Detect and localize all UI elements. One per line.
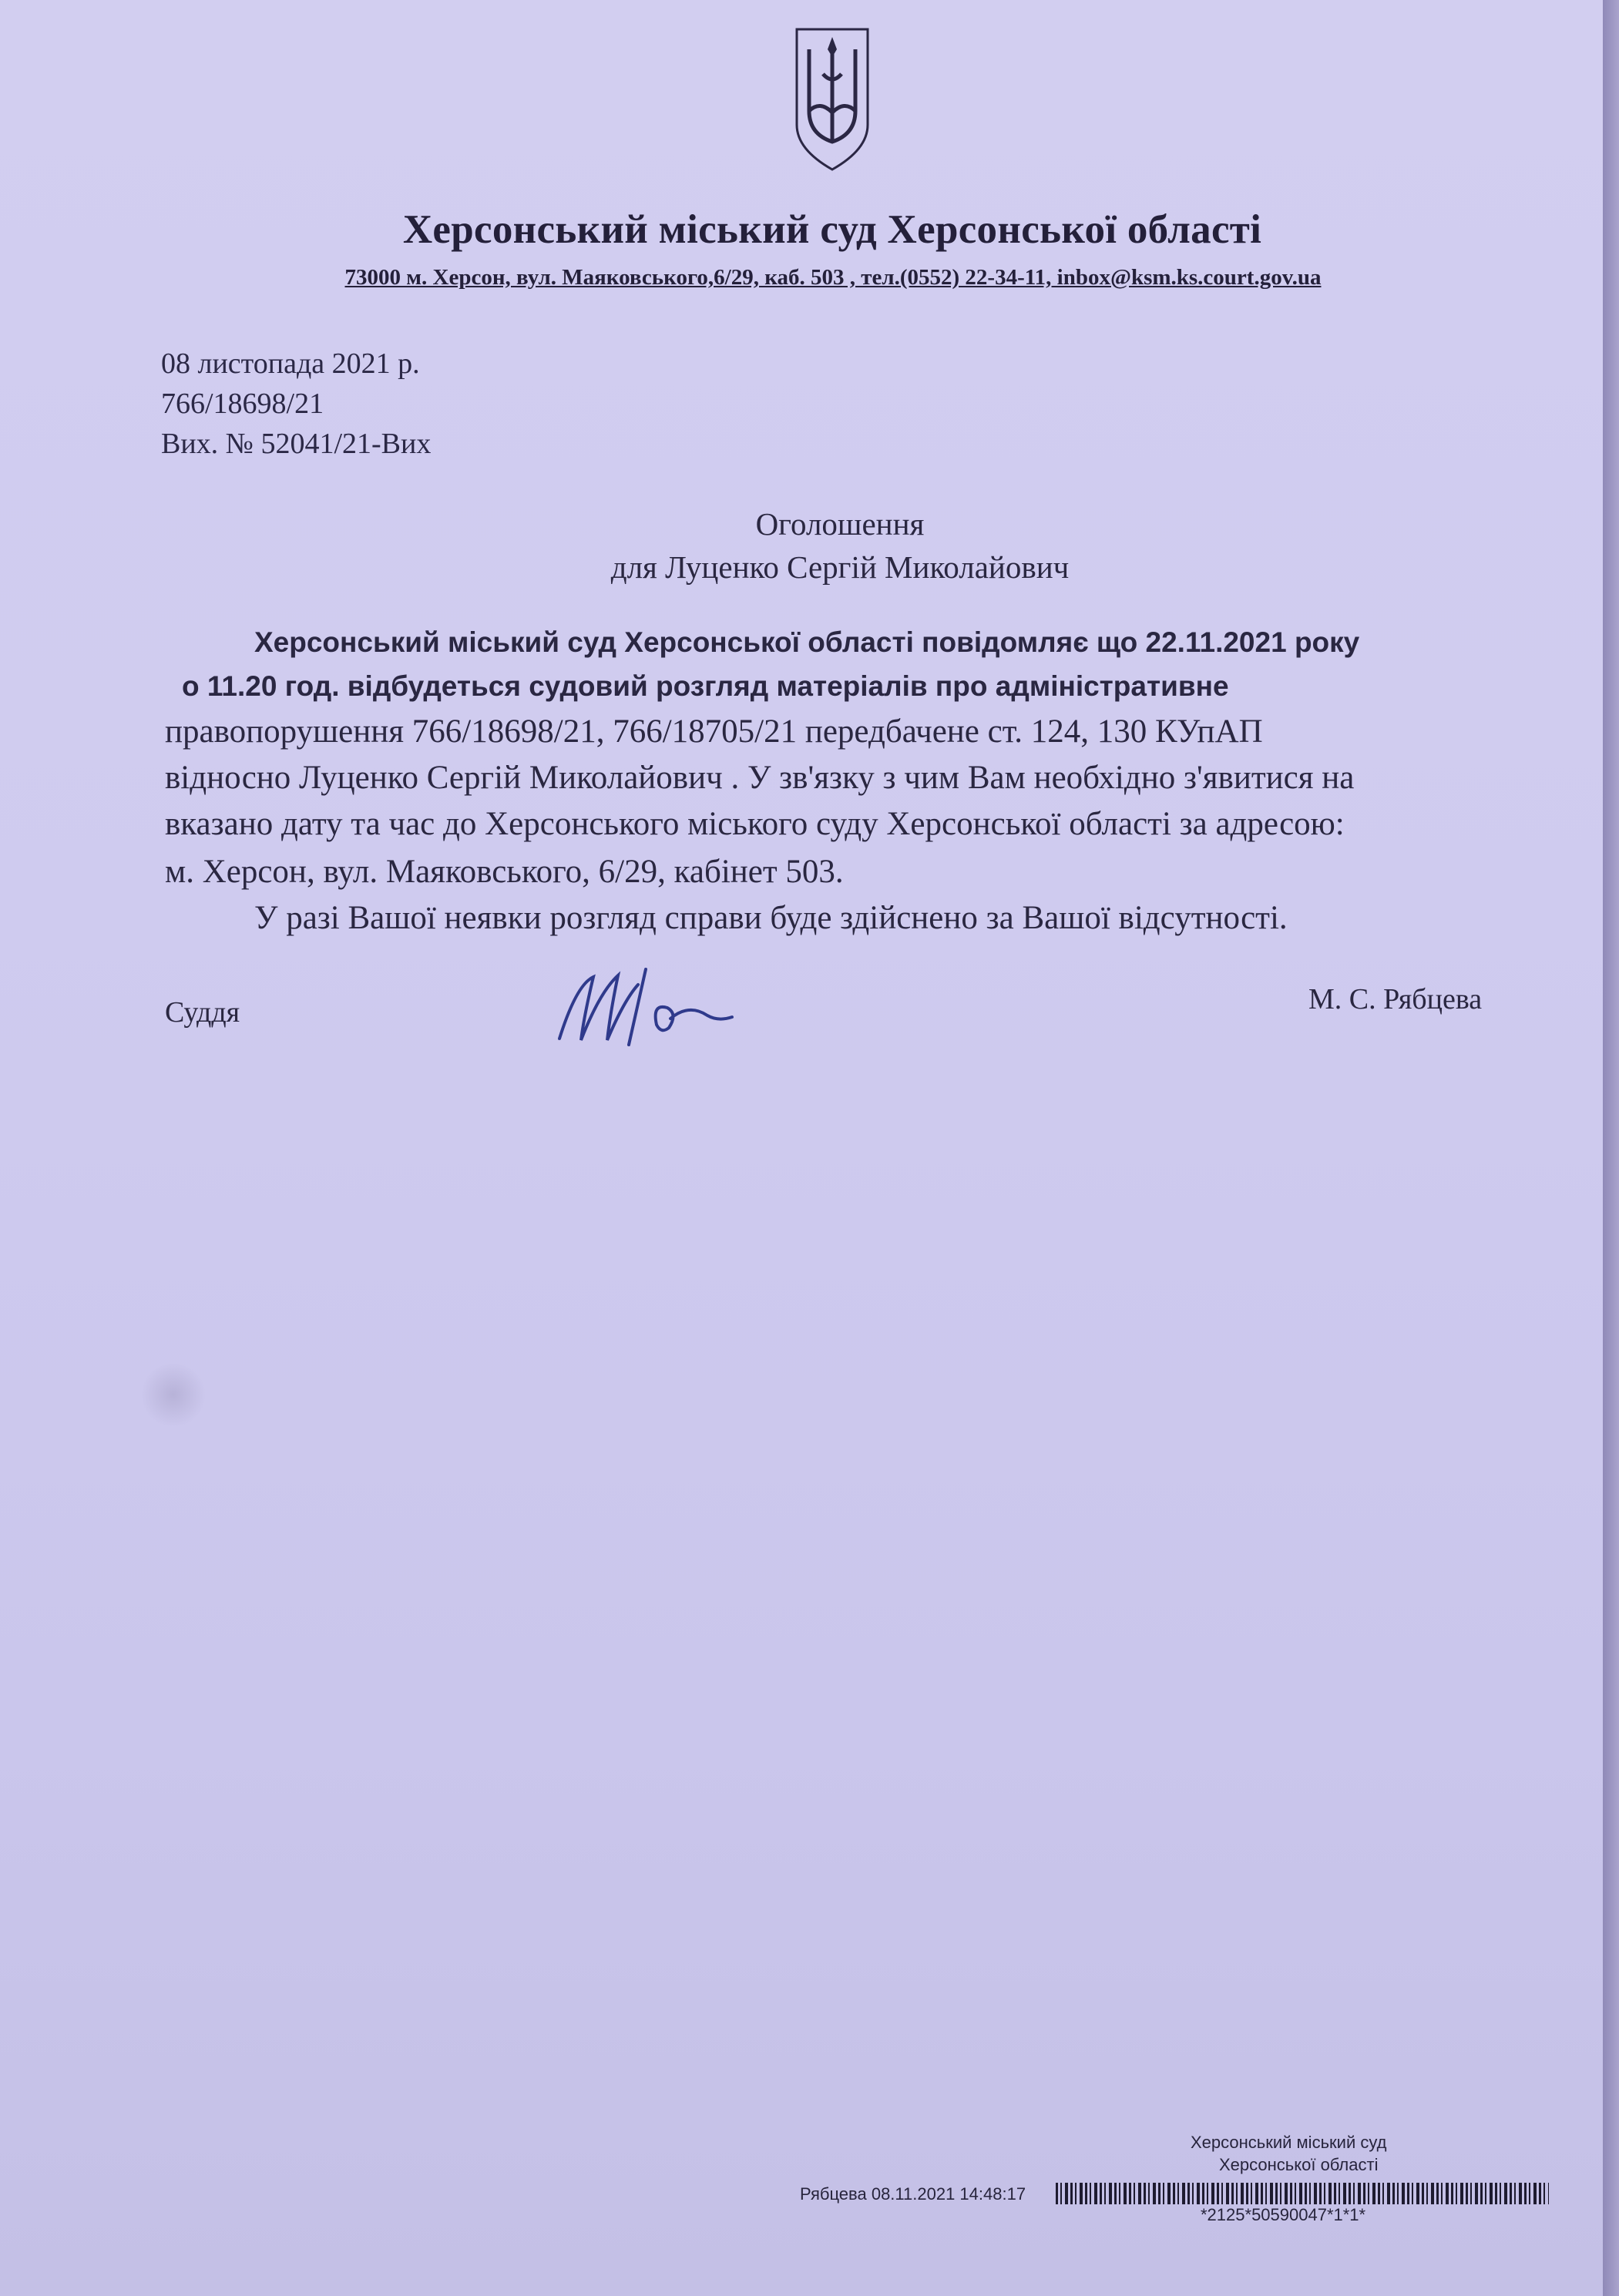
stamp-court-line-1: Херсонський міський суд (1191, 2133, 1387, 2152)
document-date: 08 листопада 2021 р. (161, 347, 420, 380)
court-title: Херсонський міський суд Херсонської області (402, 207, 1262, 252)
notice-recipient: для Луценко Сергій Миколайович (610, 549, 1070, 585)
barcode (1056, 2183, 1549, 2204)
judge-name: М. С. Рябцева (1308, 983, 1483, 1015)
body-line-5: вказано дату та час до Херсонського міського суду Херсонської області за адресою: (165, 806, 1345, 842)
stamp-court-line-2: Херсонської області (1219, 2155, 1379, 2174)
stamp-signed-by: Рябцева 08.11.2021 14:48:17 (800, 2184, 1026, 2204)
body-line-7: У разі Вашої неявки розгляд справи буде здійснено за Вашої відсутності. (254, 900, 1288, 936)
body-line-2: о 11.20 год. відбудеться судовий розгляд матеріалів про адміністративне (182, 670, 1229, 702)
signature-role: Суддя (165, 996, 240, 1029)
notice-heading (0, 502, 1619, 589)
body-line-1: Херсонський міський суд Херсонської області повідомляє що 22.11.2021 року (254, 626, 1360, 658)
body-line-6: м. Херсон, вул. Маяковського, 6/29, кабінет 503. (165, 854, 844, 890)
body-line-4: відносно Луценко Сергій Миколайович . У зв'язку з чим Вам необхідно з'явитися на (165, 760, 1355, 796)
barcode-text: *2125*50590047*1*1* (1201, 2205, 1366, 2224)
document-meta (161, 344, 431, 464)
trident-emblem-icon (792, 26, 872, 173)
outgoing-number: Вих. № 52041/21-Вих (161, 428, 432, 460)
paper-smudge (139, 1364, 208, 1425)
case-number: 766/18698/21 (161, 388, 324, 420)
court-address: 73000 м. Херсон, вул. Маяковського,6/29, каб. 503 , тел.(0552) 22-34-11, inbox@ksm.ks.court.gov.ua (344, 265, 1322, 290)
handwritten-signature (553, 954, 738, 1054)
notice-title: Оголошення (755, 506, 925, 542)
body-line-3: правопорушення 766/18698/21, 766/18705/21 передбачене ст. 124, 130 КУпАП (165, 713, 1263, 750)
page-edge (1603, 0, 1619, 2296)
